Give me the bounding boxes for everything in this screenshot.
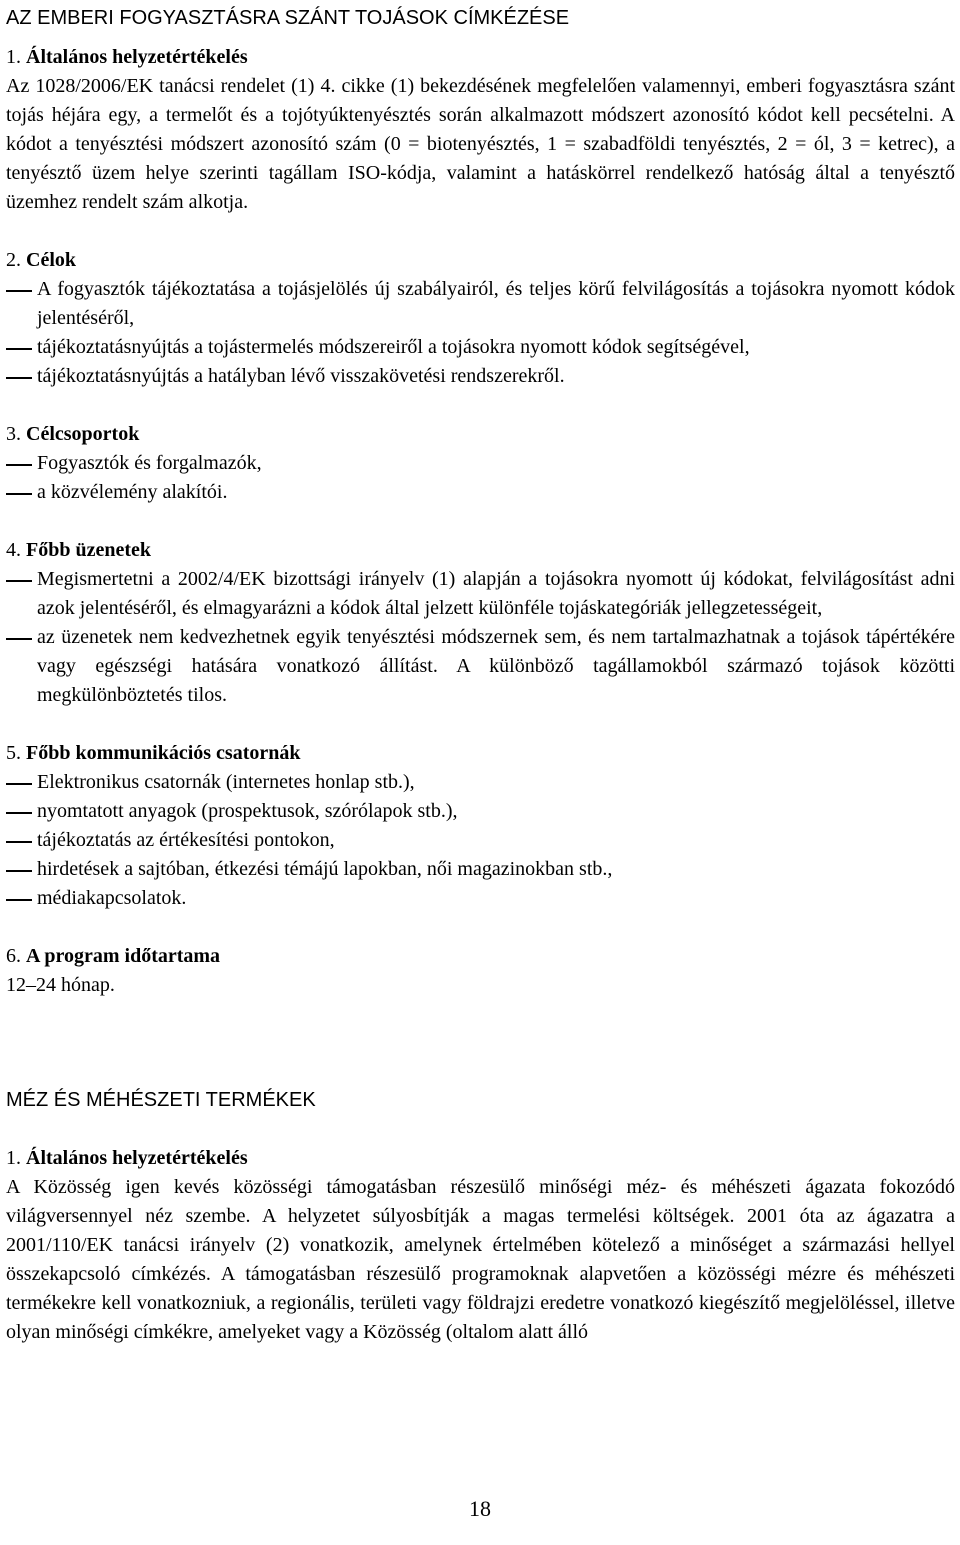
dash-bullet	[6, 493, 32, 495]
dash-bullet	[6, 580, 32, 582]
section-4-main-messages	[6, 536, 955, 710]
doc-title-honey: MÉZ ÉS MÉHÉSZETI TERMÉKEK	[6, 1089, 316, 1111]
bullet-list	[6, 768, 955, 913]
list-item: Elektronikus csatornák (internetes honlap stb.),	[6, 768, 955, 797]
section-6-duration	[6, 942, 955, 1000]
list-item: hirdetések a sajtóban, étkezési témájú lapokban, női magazinokban stb.,	[6, 855, 955, 884]
section-paragraph: 12–24 hónap.	[6, 974, 115, 996]
list-item: Fogyasztók és forgalmazók,	[6, 449, 955, 478]
section-heading: 5. Főbb kommunikációs csatornák	[6, 742, 301, 764]
dash-bullet	[6, 377, 32, 379]
section-paragraph: Az 1028/2006/EK tanácsi rendelet (1) 4. cikke (1) bekezdésének megfelelően valamennyi, emberi fogyasztásra szánt tojás héjára egy, a termelőt és a tojótyúktenyésztés során alkalmazott módszert azonosító kódot kell pecsételni. A kódot a tenyésztési módszert azonosító szám (0 = biotenyésztés, 1 = szabadföldi tenyésztés, 2 = ól, 3 = ketrec), a tenyésztő üzem helye szerinti tagállam ISO-kódja, valamint a hatáskörrel rendelkező hatóság által a tenyésztő üzemhez rendelt szám alkotja.	[6, 75, 955, 213]
dash-bullet	[6, 899, 32, 901]
dash-bullet	[6, 870, 32, 872]
bullet-list	[6, 275, 955, 391]
list-item: nyomtatott anyagok (prospektusok, szórólapok stb.),	[6, 797, 955, 826]
dash-bullet	[6, 464, 32, 466]
doc-title-eggs: AZ EMBERI FOGYASZTÁSRA SZÁNT TOJÁSOK CÍMKÉZÉSE	[6, 7, 570, 29]
section-paragraph: A Közösség igen kevés közösségi támogatásban részesülő minőségi méz- és méhészeti ágazata fokozódó világversennyel néz szembe. A helyzetet súlyosbítják a magas termelési költségek. 2001 óta az ágazatra a 2001/110/EK tanácsi irányelv (2) vonatkozik, amelynek értelmében kötelező a minőséget a származási hellyel összekapcsoló címkézés. A támogatásban részesülő programoknak alapvetően a közösségi mézre és méhészeti termékekre kell vonatkozniuk, a regionális, területi vagy földrajzi eredetre vonatkozó kiegészítő megjelöléssel, illetve olyan minőségi címkékre, amelyeket vagy a Közösség (oltalom alatt álló	[6, 1176, 955, 1343]
section-heading: 6. A program időtartama	[6, 945, 221, 967]
list-item: a közvélemény alakítói.	[6, 478, 955, 507]
dash-bullet	[6, 348, 32, 350]
dash-bullet	[6, 841, 32, 843]
section-1-general-assessment	[6, 43, 955, 217]
dash-bullet	[6, 290, 32, 292]
bullet-list	[6, 449, 955, 507]
list-item: médiakapcsolatok.	[6, 884, 955, 913]
section-1-general-assessment-honey	[6, 1144, 955, 1347]
section-heading: 4. Főbb üzenetek	[6, 539, 151, 561]
section-2-goals	[6, 246, 955, 391]
section-heading: 1. Általános helyzetértékelés	[6, 46, 248, 68]
list-item: tájékoztatásnyújtás a tojástermelés módszereiről a tojásokra nyomott kódok segítségével,	[6, 333, 955, 362]
section-heading: 1. Általános helyzetértékelés	[6, 1147, 248, 1169]
section-5-channels	[6, 739, 955, 913]
list-item: A fogyasztók tájékoztatása a tojásjelölés új szabályairól, és teljes körű felvilágosítás a tojásokra nyomott kódok jelentéséről,	[6, 275, 955, 333]
list-item: az üzenetek nem kedvezhetnek egyik tenyésztési módszernek sem, és nem tartalmazhatnak a tojások tápértékére vagy egészségi hatására vonatkozó állítást. A különböző tagállamokból származó tojások közötti megkülönböztetés tilos.	[6, 623, 955, 710]
section-heading: 3. Célcsoportok	[6, 423, 140, 445]
bullet-list	[6, 565, 955, 710]
section-3-target-groups	[6, 420, 955, 507]
page-number: 18	[469, 1496, 491, 1521]
list-item: tájékoztatásnyújtás a hatályban lévő visszakövetési rendszerekről.	[6, 362, 955, 391]
dash-bullet	[6, 783, 32, 785]
list-item: Megismertetni a 2002/4/EK bizottsági irányelv (1) alapján a tojásokra nyomott új kódokat, felvilágosítást adni azok jelentéséről, és elmagyarázni a kódok által jelzett különféle tojáskategóriák jellegzetességeit,	[6, 565, 955, 623]
section-heading: 2. Célok	[6, 249, 76, 271]
dash-bullet	[6, 638, 32, 640]
dash-bullet	[6, 812, 32, 814]
list-item: tájékoztatás az értékesítési pontokon,	[6, 826, 955, 855]
